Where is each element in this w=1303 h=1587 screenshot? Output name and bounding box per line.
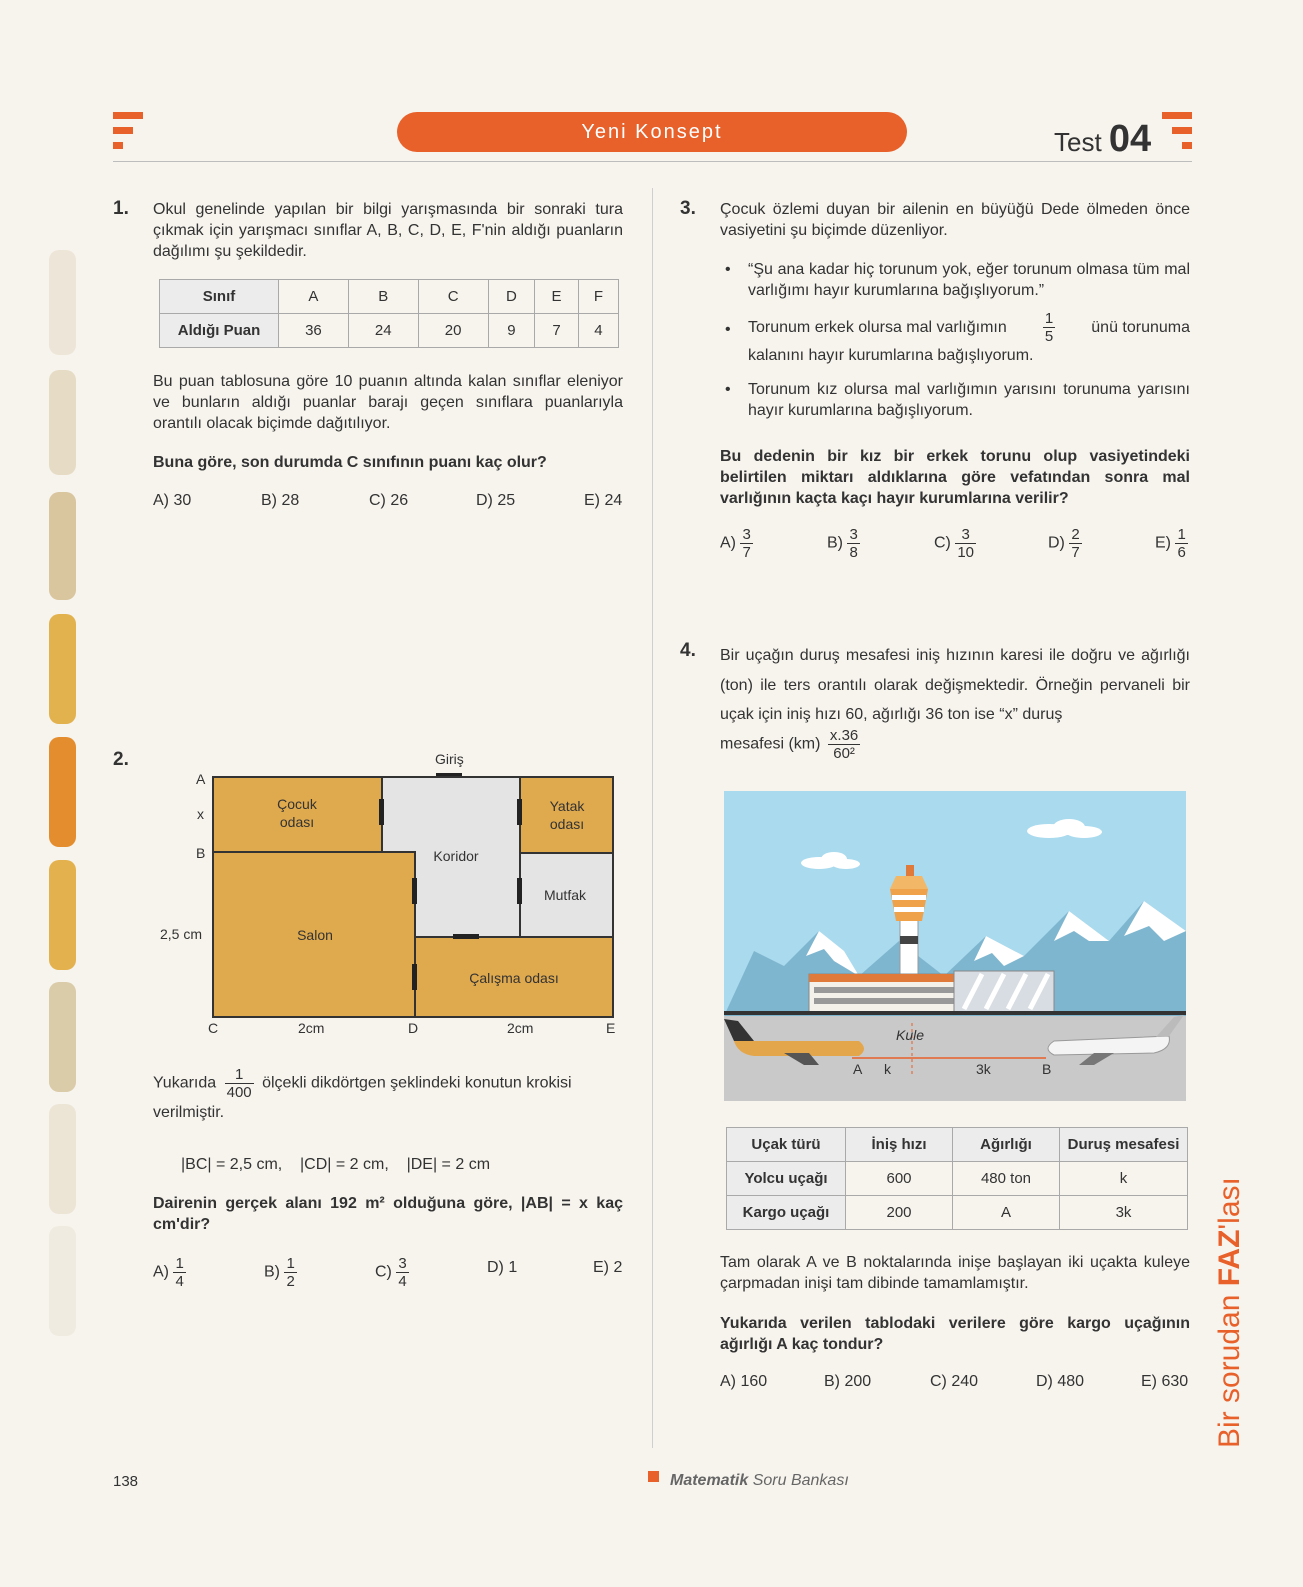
- column-divider: [652, 188, 653, 1448]
- table-row: [727, 1162, 1188, 1196]
- fraction-denominator: 2: [286, 1273, 295, 1290]
- point-d-label: D: [408, 1020, 419, 1036]
- q4-paragraph: Tam olarak A ve B noktalarında inişe başlayan iki uçakta kuleye çarpmadan inişi tam dibinde tamamlamıştır.: [720, 1254, 1190, 1292]
- fraction-denominator: 8: [849, 544, 858, 561]
- q4-intro: Bir uçağın duruş mesafesi iniş hızının karesi ile doğru ve ağırlığı (ton) ile ters orantılı olarak değişmektedir. Örneğin pervaneli bir uçak için iniş hızı 60, ağırlığı 36 ton ise “x” duruş: [720, 647, 1190, 723]
- test-number: 04: [1108, 118, 1152, 160]
- table-cell: 24: [348, 314, 418, 348]
- side-tab: [49, 614, 76, 724]
- bc-length-label: 2,5 cm: [160, 926, 203, 942]
- q4-number: 4.: [680, 640, 696, 661]
- fraction-denominator: 4: [175, 1273, 184, 1290]
- fraction-numerator: 1: [1044, 310, 1054, 327]
- point-a-label: A: [853, 1061, 863, 1077]
- q4-choice-d[interactable]: D) 480: [1036, 1373, 1085, 1390]
- fraction-numerator: 1: [225, 1066, 254, 1084]
- q1-number: 1.: [113, 198, 129, 219]
- fraction-numerator: 2: [1071, 526, 1080, 543]
- table-cell: 9: [488, 314, 535, 348]
- q3-number: 3.: [680, 198, 696, 219]
- bullet-dot: •: [725, 381, 731, 398]
- book-title-rest: Soru Bankası: [752, 1472, 849, 1489]
- room-label: Mutfak: [543, 887, 586, 903]
- table-cell: 4: [578, 314, 618, 348]
- q4-aircraft-table: [726, 1127, 1188, 1230]
- fraction-numerator: 3: [955, 526, 976, 544]
- choice-label: B): [827, 534, 843, 552]
- q3-bullet-fraction: [1043, 310, 1055, 345]
- room-label-line: odası: [549, 816, 585, 832]
- k-label: k: [884, 1061, 891, 1077]
- choice-fraction: [1069, 526, 1081, 561]
- terminal-building: [809, 971, 1054, 1012]
- q1-choice-e[interactable]: E) 24: [584, 492, 623, 509]
- table-header: İniş hızı: [846, 1128, 953, 1162]
- q4-question: Yukarıda verilen tablodaki verilere göre kargo uçağının ağırlığı A kaç tondur?: [720, 1315, 1190, 1353]
- table-cell: 200: [846, 1196, 953, 1230]
- header-rule: [113, 161, 1192, 162]
- door: [412, 878, 417, 904]
- side-tab: [49, 860, 76, 970]
- table-header: Duruş mesafesi: [1060, 1128, 1188, 1162]
- fraction-denominator: 4: [398, 1273, 407, 1290]
- concept-banner: Yeni Konsept: [397, 112, 907, 152]
- q1-paragraph: Bu puan tablosuna göre 10 puanın altında kalan sınıflar eleniyor ve bunların aldığı puanlar barajı geçen sınıflara puanlarıyla orantılı olacak biçimde dağıtılıyor.: [153, 373, 623, 432]
- fraction-numerator: 3: [849, 526, 858, 543]
- q4-choice-e[interactable]: E) 630: [1141, 1373, 1189, 1390]
- fraction-numerator: 1: [175, 1255, 184, 1272]
- side-title: [1213, 1177, 1247, 1448]
- q3-choice-e[interactable]: [1155, 526, 1188, 561]
- tower-label: Kule: [896, 1027, 925, 1043]
- q3-bullet-2-start: Torunum erkek olursa mal varlığımın: [748, 319, 1007, 336]
- q2-choice-b[interactable]: [264, 1255, 297, 1290]
- fraction-denominator: 10: [957, 544, 975, 561]
- side-title-a: Bir sorudan: [1213, 1286, 1246, 1448]
- q4-choice-a[interactable]: A) 160: [720, 1373, 768, 1390]
- book-title-bold: Matematik: [670, 1472, 749, 1489]
- point-b-label: B: [196, 845, 206, 861]
- choice-label: D): [487, 1259, 504, 1276]
- room-label-line: Yatak: [549, 798, 585, 814]
- door: [379, 799, 384, 825]
- choice-fraction: [740, 526, 752, 561]
- threek-label: 3k: [976, 1061, 991, 1077]
- table-cell: 20: [418, 314, 488, 348]
- de-length-label: 2cm: [507, 1020, 534, 1036]
- table-cell: 480 ton: [953, 1162, 1060, 1196]
- door: [517, 878, 522, 904]
- choice-fraction: [396, 1255, 408, 1290]
- passenger-plane-icon: [724, 1019, 864, 1065]
- room-label-line: Çocuk: [277, 796, 317, 812]
- q3-choice-a[interactable]: [720, 526, 753, 561]
- fraction-denominator: 400: [226, 1084, 252, 1101]
- q2-choice-d[interactable]: [487, 1259, 517, 1277]
- table-cell: C: [418, 280, 488, 314]
- q2-number: 2.: [113, 749, 129, 770]
- choice-value: 2: [613, 1259, 623, 1276]
- table-cell: E: [535, 280, 579, 314]
- q3-intro: Çocuk özlemi duyan bir ailenin en büyüğü Dede ölmeden önce vasiyetini şu biçimde düzenliyor.: [720, 201, 1190, 239]
- choice-fraction: [847, 526, 859, 561]
- q1-question: Buna göre, son durumda C sınıfının puanı kaç olur?: [153, 454, 547, 471]
- table-cell: 36: [279, 314, 349, 348]
- book-title: [670, 1472, 849, 1490]
- q2-paragraph: [153, 1066, 623, 1125]
- side-tab: [49, 1226, 76, 1336]
- q3-bullet-2: [748, 310, 1190, 366]
- room-label: [262, 795, 332, 831]
- q3-bullet-3: Torunum kız olursa mal varlığımın yarısını torunuma yarısını hayır kurumlarına bağışlıyorum.: [748, 381, 1190, 419]
- test-word: Test: [1054, 127, 1102, 157]
- room-label: Salon: [297, 927, 333, 943]
- fraction-numerator: 3: [742, 526, 751, 543]
- q3-choice-b[interactable]: [827, 526, 860, 561]
- q2-choice-c[interactable]: [375, 1255, 409, 1290]
- q1-intro: Okul genelinde yapılan bir bilgi yarışmasında bir sonraki tura çıkmak için yarışmacı sınıflar A, B, C, D, E, F'nin aldığı puanların dağılımı şu şekildedir.: [153, 201, 623, 260]
- table-cell: 7: [535, 314, 579, 348]
- side-tab: [49, 492, 76, 600]
- side-tab: [49, 982, 76, 1092]
- table-header: Ağırlığı: [953, 1128, 1060, 1162]
- side-tab: [49, 370, 76, 475]
- q2-choice-e[interactable]: [593, 1259, 622, 1277]
- table-cell: k: [1060, 1162, 1188, 1196]
- q1-score-table: [159, 279, 619, 348]
- table-cell: 600: [846, 1162, 953, 1196]
- table-cell: Kargo uçağı: [727, 1196, 846, 1230]
- q1-choice-b[interactable]: B) 28: [261, 492, 300, 509]
- point-b-label: B: [1042, 1061, 1052, 1077]
- fraction-numerator: x.36: [829, 727, 859, 744]
- scale-fraction: [225, 1066, 254, 1101]
- cd-length-label: 2cm: [298, 1020, 325, 1036]
- airport-illustration: [724, 791, 1186, 1101]
- choice-label: C): [934, 534, 951, 552]
- test-label: [1054, 118, 1151, 161]
- footer-square-icon: [648, 1471, 659, 1482]
- table-cell: F: [578, 280, 618, 314]
- bullet-dot: •: [725, 321, 731, 338]
- room-label: Çalışma odası: [469, 970, 559, 986]
- table-row: [727, 1196, 1188, 1230]
- q3-bullet-2-mid: ünü torunuma: [1091, 319, 1190, 336]
- choice-fraction: [1175, 526, 1187, 561]
- door: [412, 964, 417, 990]
- q4-choice-b[interactable]: B) 200: [824, 1373, 872, 1390]
- table-header: Sınıf: [160, 280, 279, 314]
- table-cell: A: [279, 280, 349, 314]
- side-tab: [49, 250, 76, 355]
- door: [517, 799, 522, 825]
- fraction-numerator: 1: [286, 1255, 295, 1272]
- q3-bullet-1: “Şu ana kadar hiç torunum yok, eğer torunum olmasa tüm mal varlığımı hayır kurumlarına bağışlıyorum.”: [748, 261, 1190, 299]
- bullet-dot: •: [725, 261, 731, 278]
- q1-choice-c[interactable]: C) 26: [369, 492, 409, 509]
- fraction-numerator: 1: [1177, 526, 1186, 543]
- x-label: x: [197, 806, 204, 822]
- choice-label: B): [264, 1263, 280, 1281]
- fraction-denominator: 60²: [833, 745, 855, 762]
- q1-choice-d[interactable]: D) 25: [476, 492, 516, 509]
- room-label-line: odası: [279, 814, 315, 830]
- point-e-label: E: [606, 1020, 616, 1036]
- q4-intro-end-text: mesafesi (km): [720, 735, 821, 753]
- q3-question: Bu dedenin bir kız bir erkek torunu olup vasiyetindeki belirtilen miktarı aldıklarına göre vefatından sonra mal varlığının kaçta kaçı hayır kurumlarına verilir?: [720, 448, 1190, 507]
- choice-fraction: [173, 1255, 185, 1290]
- table-header: Uçak türü: [727, 1128, 846, 1162]
- side-tab: [49, 737, 76, 847]
- point-c-label: C: [208, 1020, 219, 1036]
- fraction-denominator: 5: [1044, 328, 1054, 345]
- page-number: 138: [113, 1473, 139, 1490]
- table-cell: B: [348, 280, 418, 314]
- choice-label: C): [375, 1263, 392, 1281]
- q3-choice-d[interactable]: [1048, 526, 1082, 561]
- fraction-denominator: 7: [1071, 544, 1080, 561]
- choice-value: 1: [508, 1259, 518, 1276]
- q3-choice-c[interactable]: [934, 526, 976, 561]
- cargo-plane-icon: [1048, 1015, 1184, 1065]
- fraction-denominator: 7: [742, 544, 751, 561]
- choice-label: A): [720, 534, 736, 552]
- q4-intro-end: [720, 727, 860, 762]
- room-label: [537, 797, 597, 833]
- choice-fraction: [955, 526, 976, 561]
- q4-choice-c[interactable]: C) 240: [930, 1373, 979, 1390]
- q2-para-before: Yukarıda: [153, 1074, 217, 1092]
- table-cell: 3k: [1060, 1196, 1188, 1230]
- choice-label: D): [1048, 534, 1065, 552]
- room-label: Koridor: [433, 848, 479, 864]
- q4-formula: [828, 727, 860, 762]
- table-cell: D: [488, 280, 535, 314]
- q1-choice-a[interactable]: A) 30: [153, 492, 192, 509]
- choice-label: A): [153, 1263, 169, 1281]
- q2-question: Dairenin gerçek alanı 192 m² olduğuna göre, |AB| = x kaç cm'dir?: [153, 1195, 623, 1233]
- q2-para-after: ölçekli dikdörtgen şeklindeki konutun krokisi verilmiştir.: [153, 1074, 572, 1121]
- table-cell: A: [953, 1196, 1060, 1230]
- point-a-label: A: [196, 771, 206, 787]
- table-header: Aldığı Puan: [160, 314, 279, 348]
- q3-bullet-2-end: kalanını hayır kurumlarına bağışlıyorum.: [748, 347, 1034, 364]
- q2-lengths: |BC| = 2,5 cm, |CD| = 2 cm, |DE| = 2 cm: [181, 1156, 491, 1173]
- choice-label: E): [1155, 534, 1171, 552]
- fraction-numerator: 3: [398, 1255, 407, 1272]
- airport-scene-svg: [724, 791, 1186, 1101]
- fraction-denominator: 6: [1177, 544, 1186, 561]
- table-cell: Yolcu uçağı: [727, 1162, 846, 1196]
- door: [453, 934, 479, 939]
- choice-label: E): [593, 1259, 609, 1276]
- choice-fraction: [284, 1255, 296, 1290]
- side-title-b: FAZ: [1213, 1229, 1246, 1287]
- q2-choice-a[interactable]: [153, 1255, 186, 1290]
- entrance-label: Giriş: [435, 751, 464, 767]
- side-title-c: 'lası: [1213, 1177, 1246, 1230]
- side-tab: [49, 1104, 76, 1214]
